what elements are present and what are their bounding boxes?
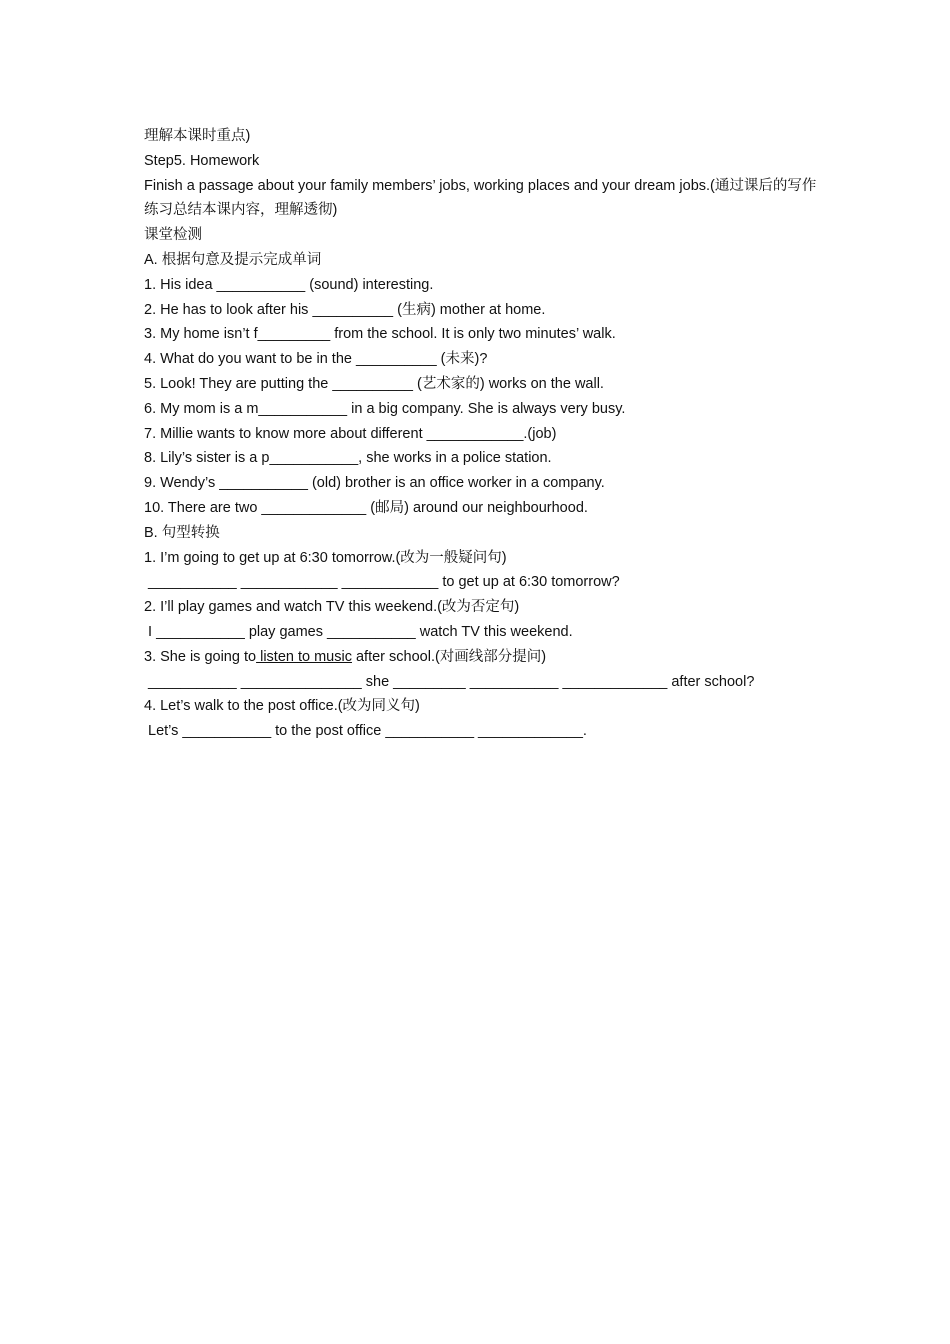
q3-text-after: after school.(对画线部分提问): [351, 648, 547, 665]
classroom-test-heading: 课堂检测: [144, 227, 202, 244]
document-body: [144, 124, 824, 744]
q3-underlined-phrase: listen to music: [256, 648, 352, 665]
section-a-item: 6. My mom is a m___________ in a big company. She is always very busy.: [144, 400, 626, 417]
section-a-item: 8. Lily’s sister is a p___________, she works in a police station.: [144, 450, 552, 467]
section-b-answer-3: ___________ _______________ she _________ ___________ _____________ after school?: [144, 673, 755, 690]
section-b-question-1: 1. I’m going to get up at 6:30 tomorrow.(改为一般疑问句): [144, 549, 507, 566]
section-b-heading: B. 句型转换: [144, 524, 220, 541]
homework-task: Finish a passage about your family members’ jobs, working places and your dream jobs.(通过课后的写作练习总结本课内容，理解透彻): [144, 177, 817, 219]
section-a-item: 4. What do you want to be in the __________ (未来)?: [144, 351, 488, 368]
intro-line-objective: 理解本课时重点): [144, 128, 251, 144]
section-a-item: 1. His idea ___________ (sound) interesting.: [144, 276, 434, 293]
section-a-heading: A. 根据句意及提示完成单词: [144, 251, 322, 268]
section-a-item: 2. He has to look after his __________ (生病) mother at home.: [144, 301, 546, 318]
section-b-question-2: 2. I’ll play games and watch TV this weekend.(改为否定句): [144, 599, 520, 616]
section-a-item: 7. Millie wants to know more about different ____________.(job): [144, 425, 557, 442]
section-b-answer-4: Let’s ___________ to the post office ___________ _____________.: [144, 723, 587, 740]
section-a-item: 3. My home isn’t f_________ from the school. It is only two minutes’ walk.: [144, 326, 616, 343]
section-b-answer-1: ___________ ____________ ____________ to get up at 6:30 tomorrow?: [144, 574, 620, 591]
section-a-item: 10. There are two _____________ (邮局) around our neighbourhood.: [144, 499, 588, 516]
section-b-answer-2: I ___________ play games ___________ watch TV this weekend.: [144, 623, 573, 640]
section-a-item: 5. Look! They are putting the __________ (艺术家的) works on the wall.: [144, 375, 604, 392]
section-b-question-3: [144, 645, 824, 670]
section-b-question-4: 4. Let’s walk to the post office.(改为同义句): [144, 698, 420, 715]
section-a-item: 9. Wendy’s ___________ (old) brother is an office worker in a company.: [144, 475, 605, 492]
step5-heading: Step5. Homework: [144, 152, 260, 169]
q3-text-before: 3. She is going to: [144, 648, 257, 665]
